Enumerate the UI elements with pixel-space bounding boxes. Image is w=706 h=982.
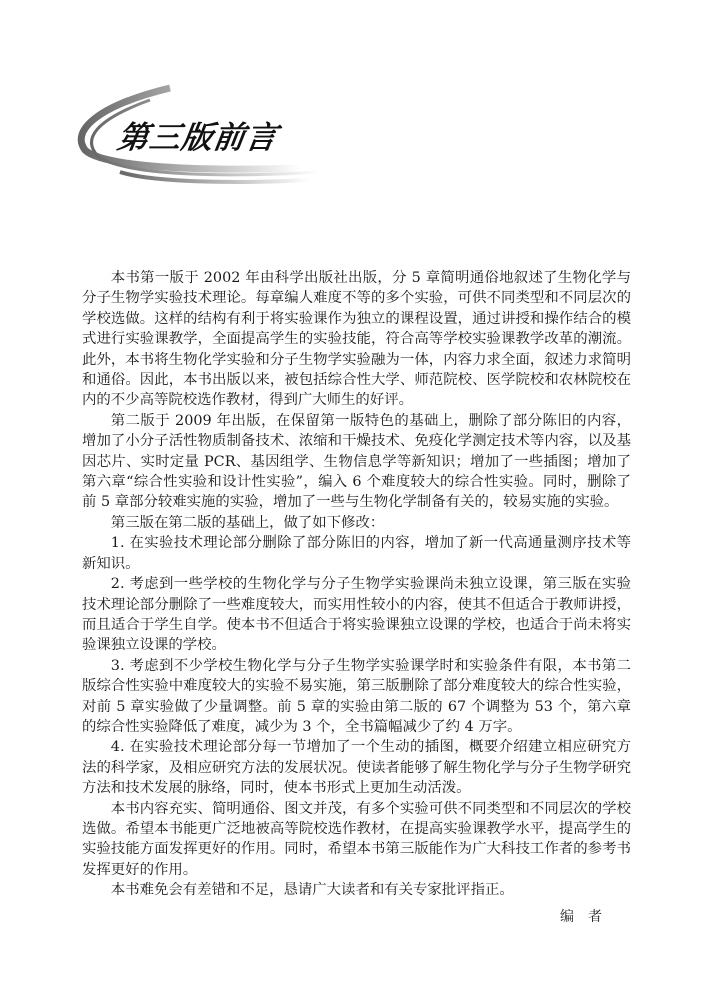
list-item: 2. 考虑到一些学校的生物化学与分子生物学实验课尚未独立设课，第三版在实验技术理论部分删除了一些难度较大，而实用性较小的内容，使其不但适合于教师讲授，而且适合于学生自学。使本书不但适合于将实验课独立设课的学校，也适合于尚未将实验课独立设课的学校。 <box>82 576 631 654</box>
page-title: 第三版前言 <box>114 120 281 156</box>
list-item: 4. 在实验技术理论部分每一节增加了一个生动的插图，概要介绍建立相应研究方法的科学家，及相应研究方法的发展状况。使读者能够了解生物化学与分子生物学研究方法和技术发展的脉络，同时，使本书形式上更加生动活泼。 <box>82 739 631 797</box>
signature: 编者 <box>560 909 616 925</box>
paragraph: 第二版于 2009 年出版，在保留第一版特色的基础上，删除了部分陈旧的内容，增加了小分子活性物质制备技术、浓缩和干燥技术、免疫化学测定技术等内容，以及基因芯片、实时定量 PCR、基因组学、生物信息学等新知识；增加了一些插图；增加了第六章“综合性实验和设计性实验”，编入 6 个难度较大的综合性实验。同时，删除了前 5 章部分较难实施的实验，增加了一些与生物化学制备有关的，较易实施的实验。 <box>82 412 631 511</box>
paragraph: 本书内容充实、简明通俗、图文并茂，有多个实验可供不同类型和不同层次的学校选做。希望本书能更广泛地被高等院校选作教材，在提高实验课教学水平，提高学生的实验技能方面发挥更好的作用。同时，希望本书第三版能作为广大科技工作者的参考书发挥更好的作用。 <box>82 800 631 878</box>
paragraph: 本书难免会有差错和不足，恳请广大读者和有关专家批评指正。 <box>110 882 514 899</box>
preface-body <box>82 268 631 901</box>
paragraph: 本书第一版于 2002 年由科学出版社出版，分 5 章简明通俗地叙述了生物化学与分子生物学实验技术理论。每章编人难度不等的多个实验，可供不同类型和不同层次的学校选做。这样的结构有利于将实验课作为独立的课程设置，通过讲授和操作结合的模式进行实验课教学，全面提高学生的实验技能，符合高等学校实验课教学改革的潮流。此外，本书将生物化学实验和分子生物学实验融为一体，内容力求全面，叙述力求简明和通俗。因此，本书出版以来，被包括综合性大学、师范院校、医学院校和农林院校在内的不少高等院校选作教材，得到广大师生的好评。 <box>82 270 631 409</box>
paragraph: 第三版在第二版的基础上，做了如下修改： <box>110 514 385 531</box>
list-item: 3. 考虑到不少学校生物化学与分子生物学实验课学时和实验条件有限，本书第二版综合性实验中难度较大的实验不易实施，第三版删除了部分难度较大的综合性实验，对前 5 章实验做了少量调整。前 5 章的实验由第二版的 67 个调整为 53 个，第六章的综合性实验降低了难度，减少为 3 个，全书篇幅减少了约 4 万字。 <box>82 657 631 735</box>
list-item: 1. 在实验技术理论部分删除了部分陈旧的内容，增加了新一代高通量测序技术等新知识。 <box>82 535 631 572</box>
